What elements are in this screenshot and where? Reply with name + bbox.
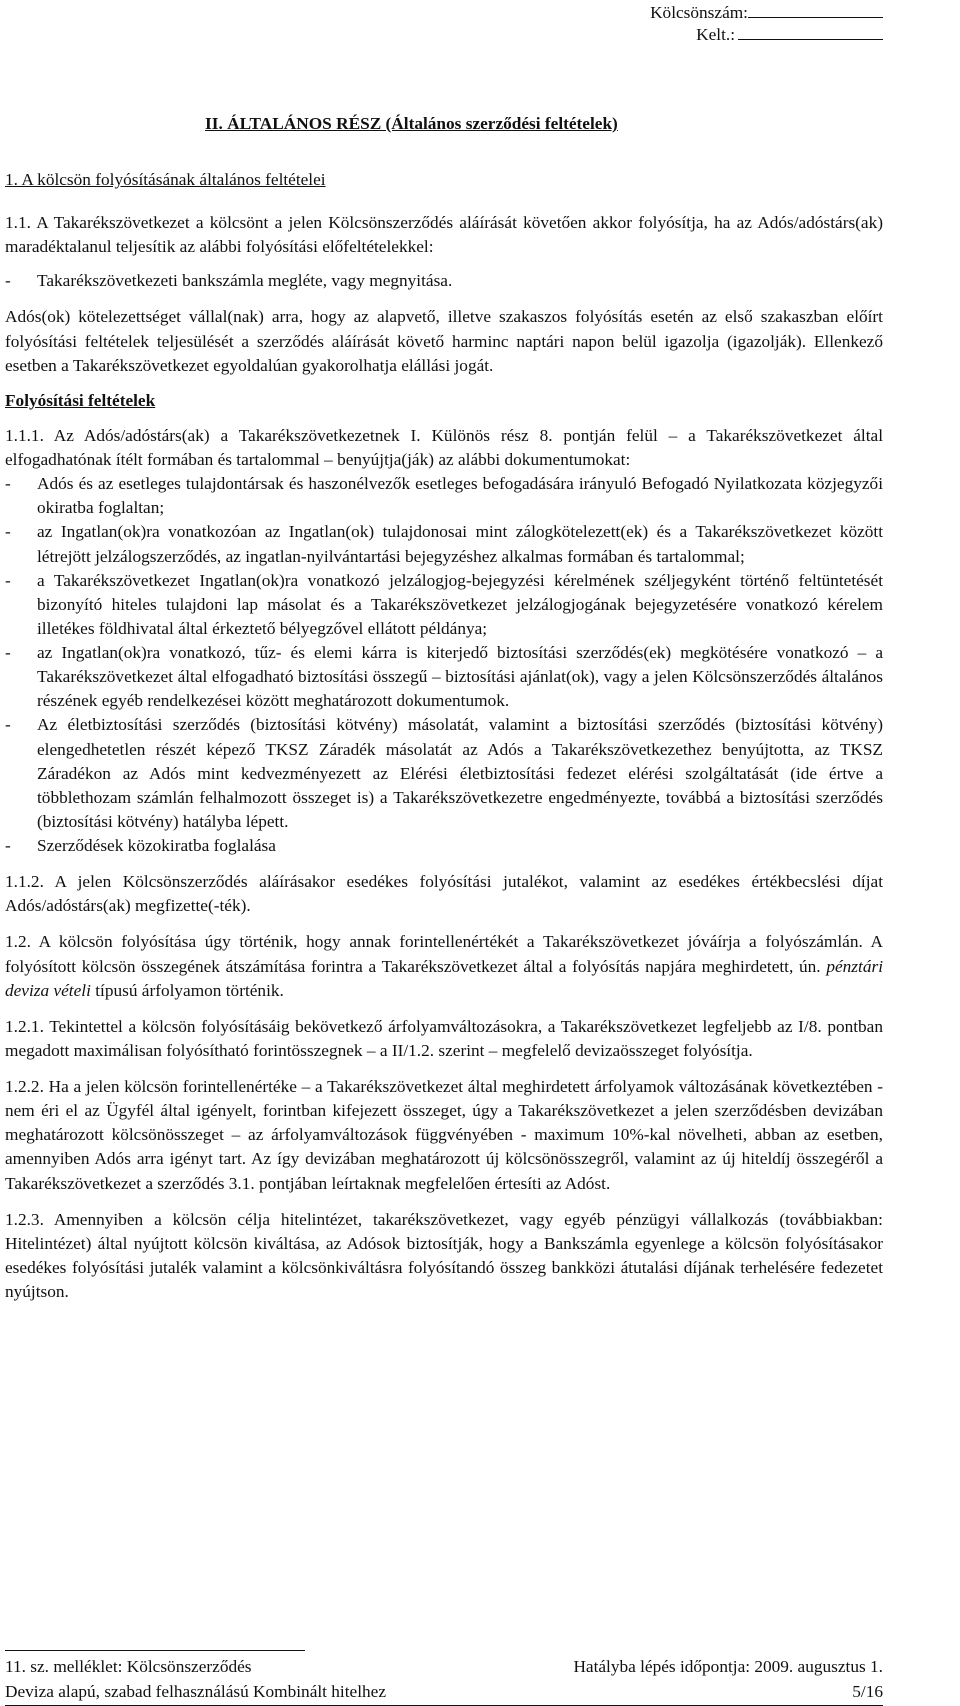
- footer: [5, 1650, 883, 1706]
- date-label: Kelt.:: [696, 25, 735, 45]
- list-item: - Az életbiztosítási szerződés (biztosítási kötvény) másolatát, valamint a biztosítási szerződés (biztosítási kötvény) elengedhetetlen részét képező TKSZ Záradék másolatát az Adós a Takarékszövetkezethez benyújtotta, az TKSZ Záradékon az Adós mint kedvezményezett az Elérési életbiztosítási fedezet elérési szolgáltatását (ide értve a többlethozam számlán felhalmozott összeget is) a Takarékszövetkezetre engedményezte, továbbá a biztosítási szerződés (biztosítási kötvény) hatályba lépett.: [5, 715, 883, 831]
- subheading-conditions: Folyósítási feltételek: [5, 390, 156, 410]
- paragraph-1-1: 1.1. A Takarékszövetkezet a kölcsönt a jelen Kölcsönszerződés aláírását követően akkor folyósítja, ha az Adós/adóstárs(ak) maradéktalanul teljesítik az alábbi folyósítási előfeltételekkel:: [5, 213, 883, 257]
- paragraph-1-2-3: 1.2.3. Amennyiben a kölcsön célja hitelintézet, takarékszövetkezet, vagy egyéb pénzügyi vállalkozás (továbbiakban: Hitelintézet) által nyújtott kölcsön kiváltása, az Adósok biztosítják, hogy a Bankszámla egyenlege a kölcsön folyósításakor esedékes folyósítási jutalék valamint a kölcsönkiváltásra folyósítandó összeg bankközi átutalási díjának terhelésére fedezetet nyújtson.: [5, 1209, 883, 1301]
- date-row: [650, 24, 883, 46]
- list-item: - Szerződések közokiratba foglalása: [5, 836, 276, 855]
- main-body: [5, 211, 883, 1304]
- loan-number-label: Kölcsönszám:: [650, 3, 748, 22]
- loan-number-blank: [748, 3, 883, 18]
- page-number: 5/16: [852, 1681, 883, 1701]
- list-item: - Takarékszövetkezeti bankszámla megléte, vagy megnyitása.: [5, 271, 453, 291]
- section-title: II. ÁLTALÁNOS RÉSZ (Általános szerződési feltételek): [205, 114, 618, 133]
- list-item: - az Ingatlan(ok)ra vonatkozó, tűz- és elemi kárra is kiterjedő biztosítási szerződés(ek) megkötésére vonatkozó – a Takarékszövetkezet által elfogadható biztosítási összegű – biztosítási ajánlat(ok), vagy a jelen Kölcsönszerződés általános részének egyéb rendelkezései között meghatározott dokumentumok.: [5, 643, 883, 711]
- paragraph-1-1-2: 1.1.2. A jelen Kölcsönszerződés aláírásakor esedékes folyósítási jutalékot, valamint az esedékes értékbecslési díjat Adós/adóstárs(ak) megfizette(-ték).: [5, 872, 883, 916]
- paragraph-1-1-1: 1.1.1. Az Adós/adóstárs(ak) a Takarékszövetkezetnek I. Különös rész 8. pontján felül – a Takarékszövetkezet által elfogadhatónak ítélt formában és tartalommal – benyújtja(ják) az alábbi dokumentumokat:: [5, 425, 883, 469]
- footer-annex: 11. sz. melléklet: Kölcsönszerződés: [5, 1657, 252, 1676]
- header-block: [650, 2, 883, 47]
- loan-number-row: [650, 2, 883, 24]
- footer-effective-date: Hatályba lépés időpontja: 2009. augusztus 1.: [573, 1657, 883, 1676]
- date-blank: [738, 25, 883, 40]
- paragraph-1-2-1: 1.2.1. Tekintettel a kölcsön folyósításáig bekövetkező árfolyamváltozásokra, a Takarékszövetkezet legfeljebb az I/8. pontban megadott maximálisan folyósítható forintösszegnek – a II/1.2. szerint – megfelelő devizaösszeget folyósítja.: [5, 1016, 883, 1060]
- paragraph-1-2: 1.2. A kölcsön folyósítása úgy történik, hogy annak forintellenértékét a Takarékszövetkezet jóváírja a folyószámlán. A folyósított kölcsön összegének átszámítása forintra a Takarékszövetkezet által a folyósítás napjára meghirdetett, ún. pénztári deviza vételi típusú árfolyamon történik.: [5, 932, 883, 1000]
- heading-1: 1. A kölcsön folyósításának általános feltételei: [5, 170, 326, 189]
- paragraph-obligation: Adós(ok) kötelezettséget vállal(nak) arra, hogy az alapvető, illetve szakaszos folyósítás esetén az első szakaszban előírt folyósítási feltételek teljesülését a szerződés aláírását követő harminc naptári napon belül igazolja (igazolják). Ellenkező esetben a Takarékszövetkezet egyoldalúan gyakorolhatja elállási jogát.: [5, 307, 883, 375]
- footer-rule: [5, 1650, 305, 1651]
- footer-row-1: [5, 1655, 883, 1680]
- document-page: [5, 0, 883, 1706]
- list-item: - Adós és az esetleges tulajdontársak és haszonélvezők esetleges befogadására irányuló Befogadó Nyilatkozata közjegyzői okiratba foglaltan;: [5, 474, 883, 518]
- footer-product: Deviza alapú, szabad felhasználású Kombinált hitelhez: [5, 1681, 386, 1701]
- list-item: - az Ingatlan(ok)ra vonatkozóan az Ingatlan(ok) tulajdonosai mint zálogkötelezett(ek) és a Takarékszövetkezet között létrejött jelzálogszerződés, az ingatlan-nyilvántartási bejegyzéshez alkalmas formában és tartalommal;: [5, 522, 883, 566]
- list-item: - a Takarékszövetkezet Ingatlan(ok)ra vonatkozó jelzálogjog-bejegyzési kérelmének széljegyként történő feltüntetését bizonyító hiteles tulajdoni lap másolat és a Takarékszövetkezet jelzálogjogának bejegyzetésére vonatkozó kérelem illetékes földhivatal által érkeztető bélyegzővel ellátott példánya;: [5, 570, 883, 638]
- paragraph-1-2-2: 1.2.2. Ha a jelen kölcsön forintellenértéke – a Takarékszövetkezet által meghirdetett árfolyamok változásának következtében - nem éri el az Ügyfél által igényelt, forintban kifejezett összeget, úgy a Takarékszövetkezet a jelen szerződésben devizában meghatározott kölcsönösszeget – az árfolyamváltozások függvényében - maximum 10%-kal növelheti, abban az esetben, amennyiben Adós arra igényt tart. Az így devizában meghatározott új kölcsönösszegről, valamint az új hiteldíj összegéről a Takarékszövetkezet a szerződés 3.1. pontjában leírtaknak megfelelően értesíti az Adóst.: [5, 1077, 883, 1193]
- footer-row-2: [5, 1680, 883, 1706]
